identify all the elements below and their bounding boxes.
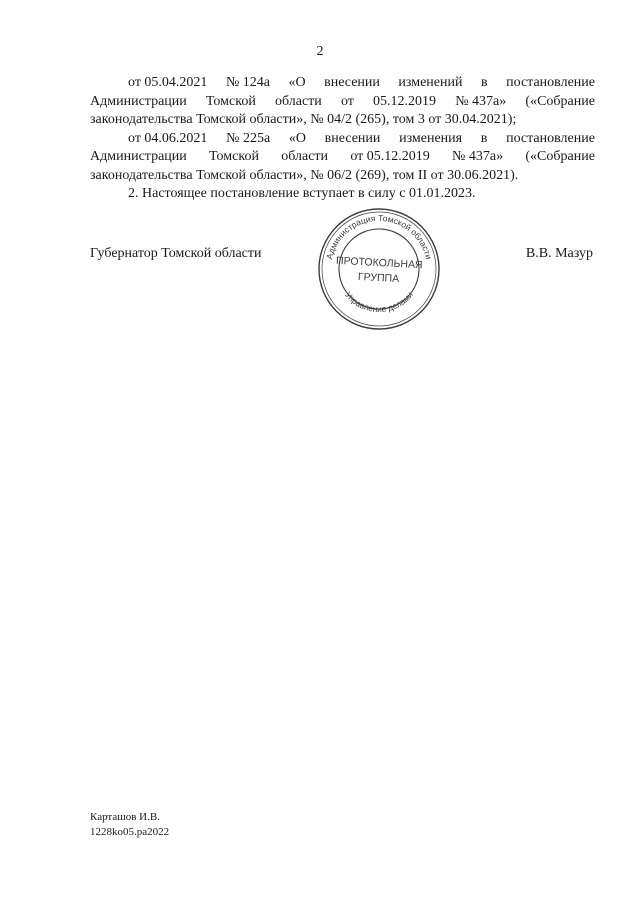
word: № 437а» — [452, 149, 504, 164]
word: Администрации — [90, 93, 187, 109]
word: Томской — [209, 149, 259, 164]
word: от 05.12.2019 — [350, 149, 430, 164]
stamp-ring-top-text: Администрация Томской области — [324, 212, 434, 261]
text-line — [90, 93, 595, 112]
text-line — [90, 148, 595, 167]
signatory-position: Губернатор Томской области — [90, 246, 262, 261]
word: 05.12.2019 — [373, 93, 437, 109]
word: № 437а» — [455, 93, 507, 109]
stamp-ring-bottom-text: Управление делами — [343, 289, 415, 315]
text-line — [90, 130, 595, 149]
word: № 225а — [226, 130, 271, 146]
signatory-name: В.В. Мазур — [525, 246, 593, 261]
stamp-center-line1: ПРОТОКОЛЬНАЯ — [335, 254, 423, 272]
word: от — [340, 93, 354, 109]
footer-author: Карташов И.В. — [90, 811, 160, 823]
word: области — [274, 93, 322, 109]
word: «О — [288, 130, 306, 146]
word: в — [480, 130, 488, 146]
body-text — [90, 74, 595, 204]
word: («Собрание — [525, 149, 595, 164]
line-text: законодательства Томской области», № 06/2 (269), том II от 30.06.2021). — [90, 167, 519, 183]
word: постановление — [506, 75, 595, 90]
word: внесении — [324, 130, 381, 146]
text-line — [90, 167, 595, 186]
word: в — [480, 75, 488, 90]
word: № 124а — [225, 75, 271, 90]
word: изменений — [398, 75, 463, 90]
word: «О — [288, 75, 306, 90]
word: внесении — [324, 75, 380, 90]
text-line — [90, 74, 595, 93]
word: изменения — [399, 130, 463, 146]
word: от 05.04.2021 — [128, 75, 208, 90]
line-text: законодательства Томской области», № 04/2 (265), том 3 от 30.04.2021); — [90, 112, 517, 127]
footer — [90, 810, 169, 840]
word: постановление — [506, 130, 595, 146]
line-text: 2. Настоящее постановление вступает в силу с 01.01.2023. — [128, 186, 476, 201]
word: области — [281, 149, 329, 164]
text-line — [90, 185, 595, 204]
page-number: 2 — [316, 44, 324, 59]
word: Томской — [205, 93, 256, 109]
official-stamp — [316, 206, 442, 332]
footer-code: 1228ko05.pa2022 — [90, 826, 170, 838]
text-line — [90, 111, 595, 130]
word: Администрации — [90, 149, 187, 164]
word: от 04.06.2021 — [128, 130, 208, 146]
word: («Собрание — [525, 93, 595, 109]
stamp-center-line2: ГРУППА — [357, 270, 400, 286]
